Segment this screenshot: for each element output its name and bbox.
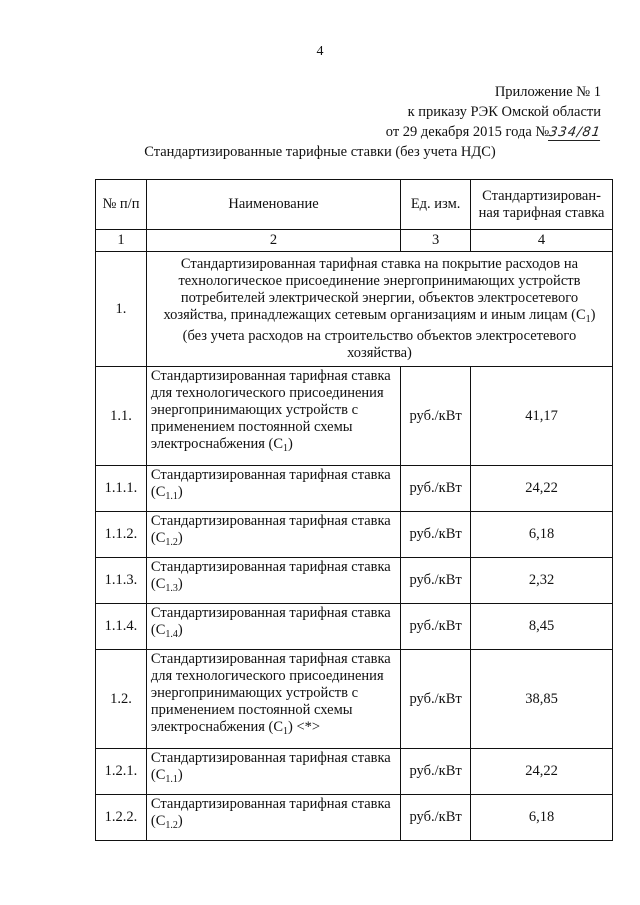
appendix-title: Приложение № 1 (494, 84, 601, 100)
handwritten-order-number: 334/81 (548, 125, 603, 140)
row-name (146, 604, 400, 650)
row-name-after: ) (288, 436, 293, 452)
table-row (96, 749, 613, 795)
group-description (146, 252, 612, 367)
row-name-text: Стандартизированная тарифная ставка для технологического присоединения энергопринимающих устройств с применением постоянной схемы электроснабжения (С (150, 368, 391, 452)
column-number: 3 (401, 230, 471, 252)
row-subscript: 1.2 (165, 537, 178, 548)
row-name (146, 749, 400, 795)
row-subscript: 1.4 (165, 629, 178, 640)
row-name-after: ) (177, 576, 183, 592)
row-num: 1.1.4. (96, 604, 147, 650)
row-name-text: Стандартизированная тарифная ставка (С (150, 467, 391, 500)
group-text: Стандартизированная тарифная ставка на покрытие расходов на технологическое присоединение энергопринимающих устройств потребителей электрической энергии, объектов электросетевого хозяйства, принадлежащих сетевым организациям и иным лицам (С (163, 256, 586, 323)
group-row (96, 252, 613, 367)
row-subscript: 1.1 (165, 774, 178, 785)
group-subscript: 1 (585, 314, 591, 325)
row-unit: руб./кВт (401, 367, 471, 466)
row-rate: 38,85 (471, 650, 613, 749)
column-number-row (96, 230, 613, 252)
table-row (96, 795, 613, 841)
row-num: 1.2.1. (96, 749, 147, 795)
row-rate: 6,18 (471, 512, 613, 558)
row-num: 1.1.1. (96, 466, 147, 512)
group-num: 1. (96, 252, 147, 367)
row-name (146, 650, 400, 749)
header-num: № п/п (96, 180, 147, 230)
row-name-text: Стандартизированная тарифная ставка для технологического присоединения энергопринимающих устройств с применением постоянной схемы электроснабжения (С (150, 651, 391, 735)
table-header-row (96, 180, 613, 230)
page-number: 4 (316, 44, 324, 59)
row-name-text: Стандартизированная тарифная ставка (С (150, 513, 391, 546)
row-num: 1.1.2. (96, 512, 147, 558)
table-row (96, 512, 613, 558)
row-num: 1.2. (96, 650, 147, 749)
group-text-after: ) (без учета расходов на строительство объектов электросетевого хозяйства) (182, 307, 596, 361)
row-rate: 24,22 (471, 749, 613, 795)
row-rate: 24,22 (471, 466, 613, 512)
table-row (96, 650, 613, 749)
table-row (96, 367, 613, 466)
row-name (146, 558, 400, 604)
row-num: 1.1.3. (96, 558, 147, 604)
header-rate: Стандартизирован-ная тарифная ставка (471, 180, 613, 230)
row-unit: руб./кВт (401, 650, 471, 749)
row-name-text: Стандартизированная тарифная ставка (С (150, 750, 391, 783)
row-name-after: ) (177, 767, 183, 783)
row-rate: 41,17 (471, 367, 613, 466)
row-name-after: ) (177, 484, 183, 500)
row-name-after: ) (177, 530, 183, 546)
appendix-header (386, 82, 601, 142)
row-name-after: ) (177, 813, 183, 829)
row-subscript: 1 (283, 443, 289, 454)
row-name (146, 512, 400, 558)
row-unit: руб./кВт (401, 466, 471, 512)
document-title: Стандартизированные тарифные ставки (без учета НДС) (144, 144, 496, 160)
row-name (146, 367, 400, 466)
row-name (146, 466, 400, 512)
row-num: 1.1. (96, 367, 147, 466)
tariff-table (95, 179, 613, 841)
row-unit: руб./кВт (401, 604, 471, 650)
order-date-text: от 29 декабря 2015 года № (385, 124, 550, 140)
row-unit: руб./кВт (401, 558, 471, 604)
column-number: 2 (146, 230, 400, 252)
table-row (96, 604, 613, 650)
row-subscript: 1 (283, 726, 289, 737)
row-subscript: 1.2 (165, 820, 178, 831)
table-row (96, 558, 613, 604)
row-name-after: ) (177, 622, 183, 638)
row-rate: 8,45 (471, 604, 613, 650)
header-name: Наименование (146, 180, 400, 230)
row-num: 1.2.2. (96, 795, 147, 841)
appendix-order-date (386, 122, 601, 142)
row-name-text: Стандартизированная тарифная ставка (С (150, 559, 391, 592)
row-subscript: 1.1 (165, 491, 178, 502)
column-number: 1 (96, 230, 147, 252)
row-name-text: Стандартизированная тарифная ставка (С (150, 796, 391, 829)
appendix-order-ref: к приказу РЭК Омской области (407, 104, 601, 120)
column-number: 4 (471, 230, 613, 252)
row-name (146, 795, 400, 841)
row-unit: руб./кВт (401, 512, 471, 558)
header-unit: Ед. изм. (401, 180, 471, 230)
row-name-text: Стандартизированная тарифная ставка (С (150, 605, 391, 638)
row-subscript: 1.3 (165, 583, 178, 594)
row-rate: 6,18 (471, 795, 613, 841)
row-name-after: ) <*> (288, 719, 321, 735)
table-row (96, 466, 613, 512)
row-unit: руб./кВт (401, 749, 471, 795)
row-rate: 2,32 (471, 558, 613, 604)
row-unit: руб./кВт (401, 795, 471, 841)
